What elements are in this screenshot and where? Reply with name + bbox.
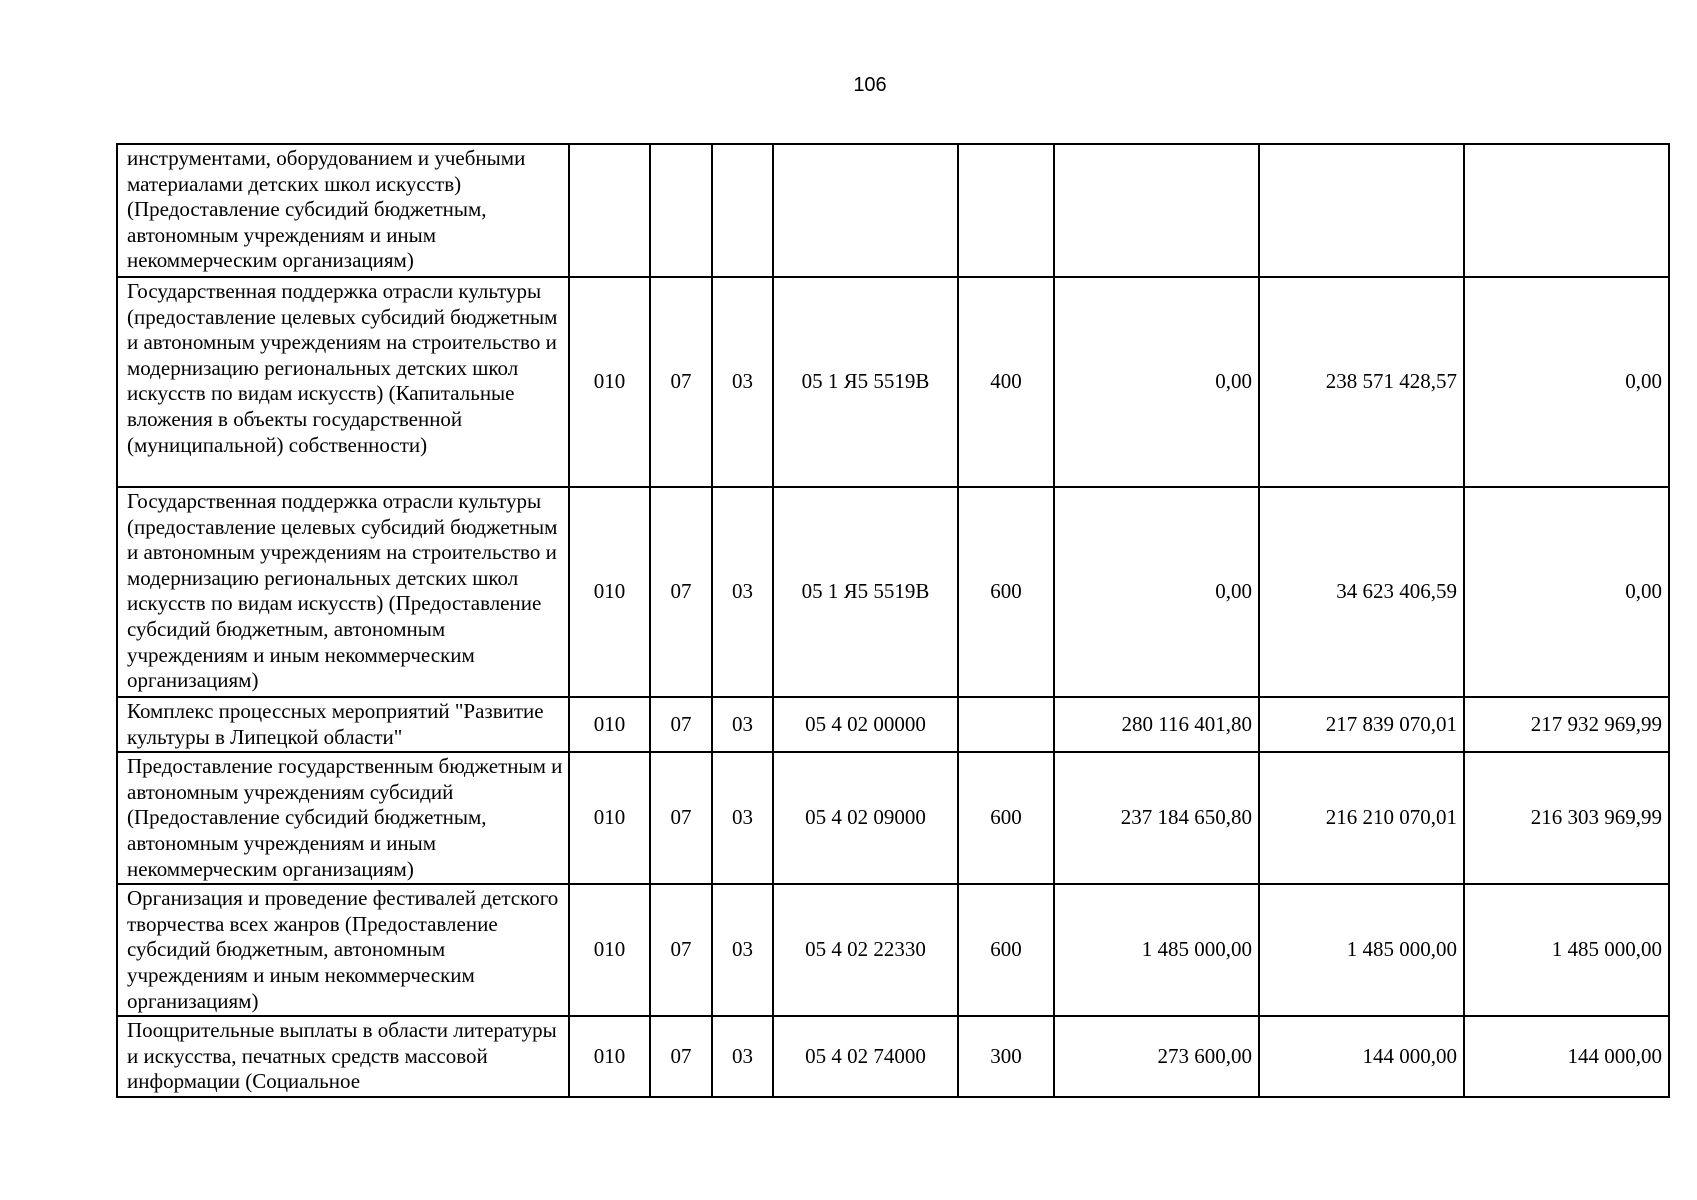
row-description: инструментами, оборудованием и учебными материалами детских школ искусств) (Предоставление субсидий бюджетным, автономным учреждениям и иным некоммерческим организациям) (117, 144, 569, 277)
table-row (117, 884, 1669, 1016)
table-row (117, 697, 1669, 752)
amount-1 (1054, 144, 1259, 277)
amount-3: 0,00 (1464, 277, 1669, 487)
amount-1: 0,00 (1054, 487, 1259, 697)
code-expense-type (958, 144, 1054, 277)
code-subsection: 03 (712, 1016, 773, 1097)
code-expense-type (958, 697, 1054, 752)
code-section: 07 (650, 277, 712, 487)
code-section (650, 144, 712, 277)
table-row (117, 144, 1669, 277)
amount-1: 1 485 000,00 (1054, 884, 1259, 1016)
code-target-article: 05 4 02 74000 (773, 1016, 958, 1097)
code-subsection: 03 (712, 752, 773, 884)
code-subsection: 03 (712, 884, 773, 1016)
row-description: Предоставление государственным бюджетным и автономным учреждениям субсидий (Предоставление субсидий бюджетным, автономным учреждениям и иным некоммерческим организациям) (117, 752, 569, 884)
code-subsection: 03 (712, 277, 773, 487)
code-expense-type: 300 (958, 1016, 1054, 1097)
table-row (117, 487, 1669, 697)
code-section: 07 (650, 697, 712, 752)
code-target-article (773, 144, 958, 277)
row-description: Государственная поддержка отрасли культуры (предоставление целевых субсидий бюджетным и автономным учреждениям на строительство и модернизацию региональных детских школ искусств по видам искусств) (Предоставление субсидий бюджетным, автономным учреждениям и иным некоммерческим организациям) (117, 487, 569, 697)
amount-2: 216 210 070,01 (1259, 752, 1464, 884)
code-expense-type: 400 (958, 277, 1054, 487)
code-expense-type: 600 (958, 752, 1054, 884)
code-ministry: 010 (569, 277, 650, 487)
table-row (117, 277, 1669, 487)
amount-3: 1 485 000,00 (1464, 884, 1669, 1016)
amount-2: 1 485 000,00 (1259, 884, 1464, 1016)
amount-1: 237 184 650,80 (1054, 752, 1259, 884)
amount-2 (1259, 144, 1464, 277)
code-ministry: 010 (569, 697, 650, 752)
amount-2: 144 000,00 (1259, 1016, 1464, 1097)
amount-1: 280 116 401,80 (1054, 697, 1259, 752)
budget-table (116, 143, 1670, 1098)
code-ministry: 010 (569, 884, 650, 1016)
page-number: 106 (853, 74, 887, 96)
amount-2: 217 839 070,01 (1259, 697, 1464, 752)
code-subsection: 03 (712, 697, 773, 752)
code-section: 07 (650, 752, 712, 884)
amount-1: 0,00 (1054, 277, 1259, 487)
amount-3: 217 932 969,99 (1464, 697, 1669, 752)
row-description: Комплекс процессных мероприятий "Развитие культуры в Липецкой области" (117, 697, 569, 752)
code-target-article: 05 4 02 22330 (773, 884, 958, 1016)
amount-1: 273 600,00 (1054, 1016, 1259, 1097)
code-ministry: 010 (569, 487, 650, 697)
code-subsection: 03 (712, 487, 773, 697)
code-ministry: 010 (569, 752, 650, 884)
table-row (117, 752, 1669, 884)
code-section: 07 (650, 487, 712, 697)
table-row (117, 1016, 1669, 1097)
amount-3: 144 000,00 (1464, 1016, 1669, 1097)
row-description: Государственная поддержка отрасли культуры (предоставление целевых субсидий бюджетным и автономным учреждениям на строительство и модернизацию региональных детских школ искусств по видам искусств) (Капитальные вложения в объекты государственной (муниципальной) собственности) (117, 277, 569, 487)
code-expense-type: 600 (958, 487, 1054, 697)
row-description: Поощрительные выплаты в области литературы и искусства, печатных средств массовой информации (Социальное (117, 1016, 569, 1097)
amount-3 (1464, 144, 1669, 277)
amount-2: 238 571 428,57 (1259, 277, 1464, 487)
code-expense-type: 600 (958, 884, 1054, 1016)
code-subsection (712, 144, 773, 277)
code-target-article: 05 4 02 00000 (773, 697, 958, 752)
code-ministry (569, 144, 650, 277)
code-ministry: 010 (569, 1016, 650, 1097)
code-target-article: 05 1 Я5 5519В (773, 487, 958, 697)
code-section: 07 (650, 1016, 712, 1097)
row-description: Организация и проведение фестивалей детского творчества всех жанров (Предоставление субсидий бюджетным, автономным учреждениям и иным некоммерческим организациям) (117, 884, 569, 1016)
code-section: 07 (650, 884, 712, 1016)
amount-3: 216 303 969,99 (1464, 752, 1669, 884)
code-target-article: 05 1 Я5 5519В (773, 277, 958, 487)
code-target-article: 05 4 02 09000 (773, 752, 958, 884)
amount-3: 0,00 (1464, 487, 1669, 697)
amount-2: 34 623 406,59 (1259, 487, 1464, 697)
